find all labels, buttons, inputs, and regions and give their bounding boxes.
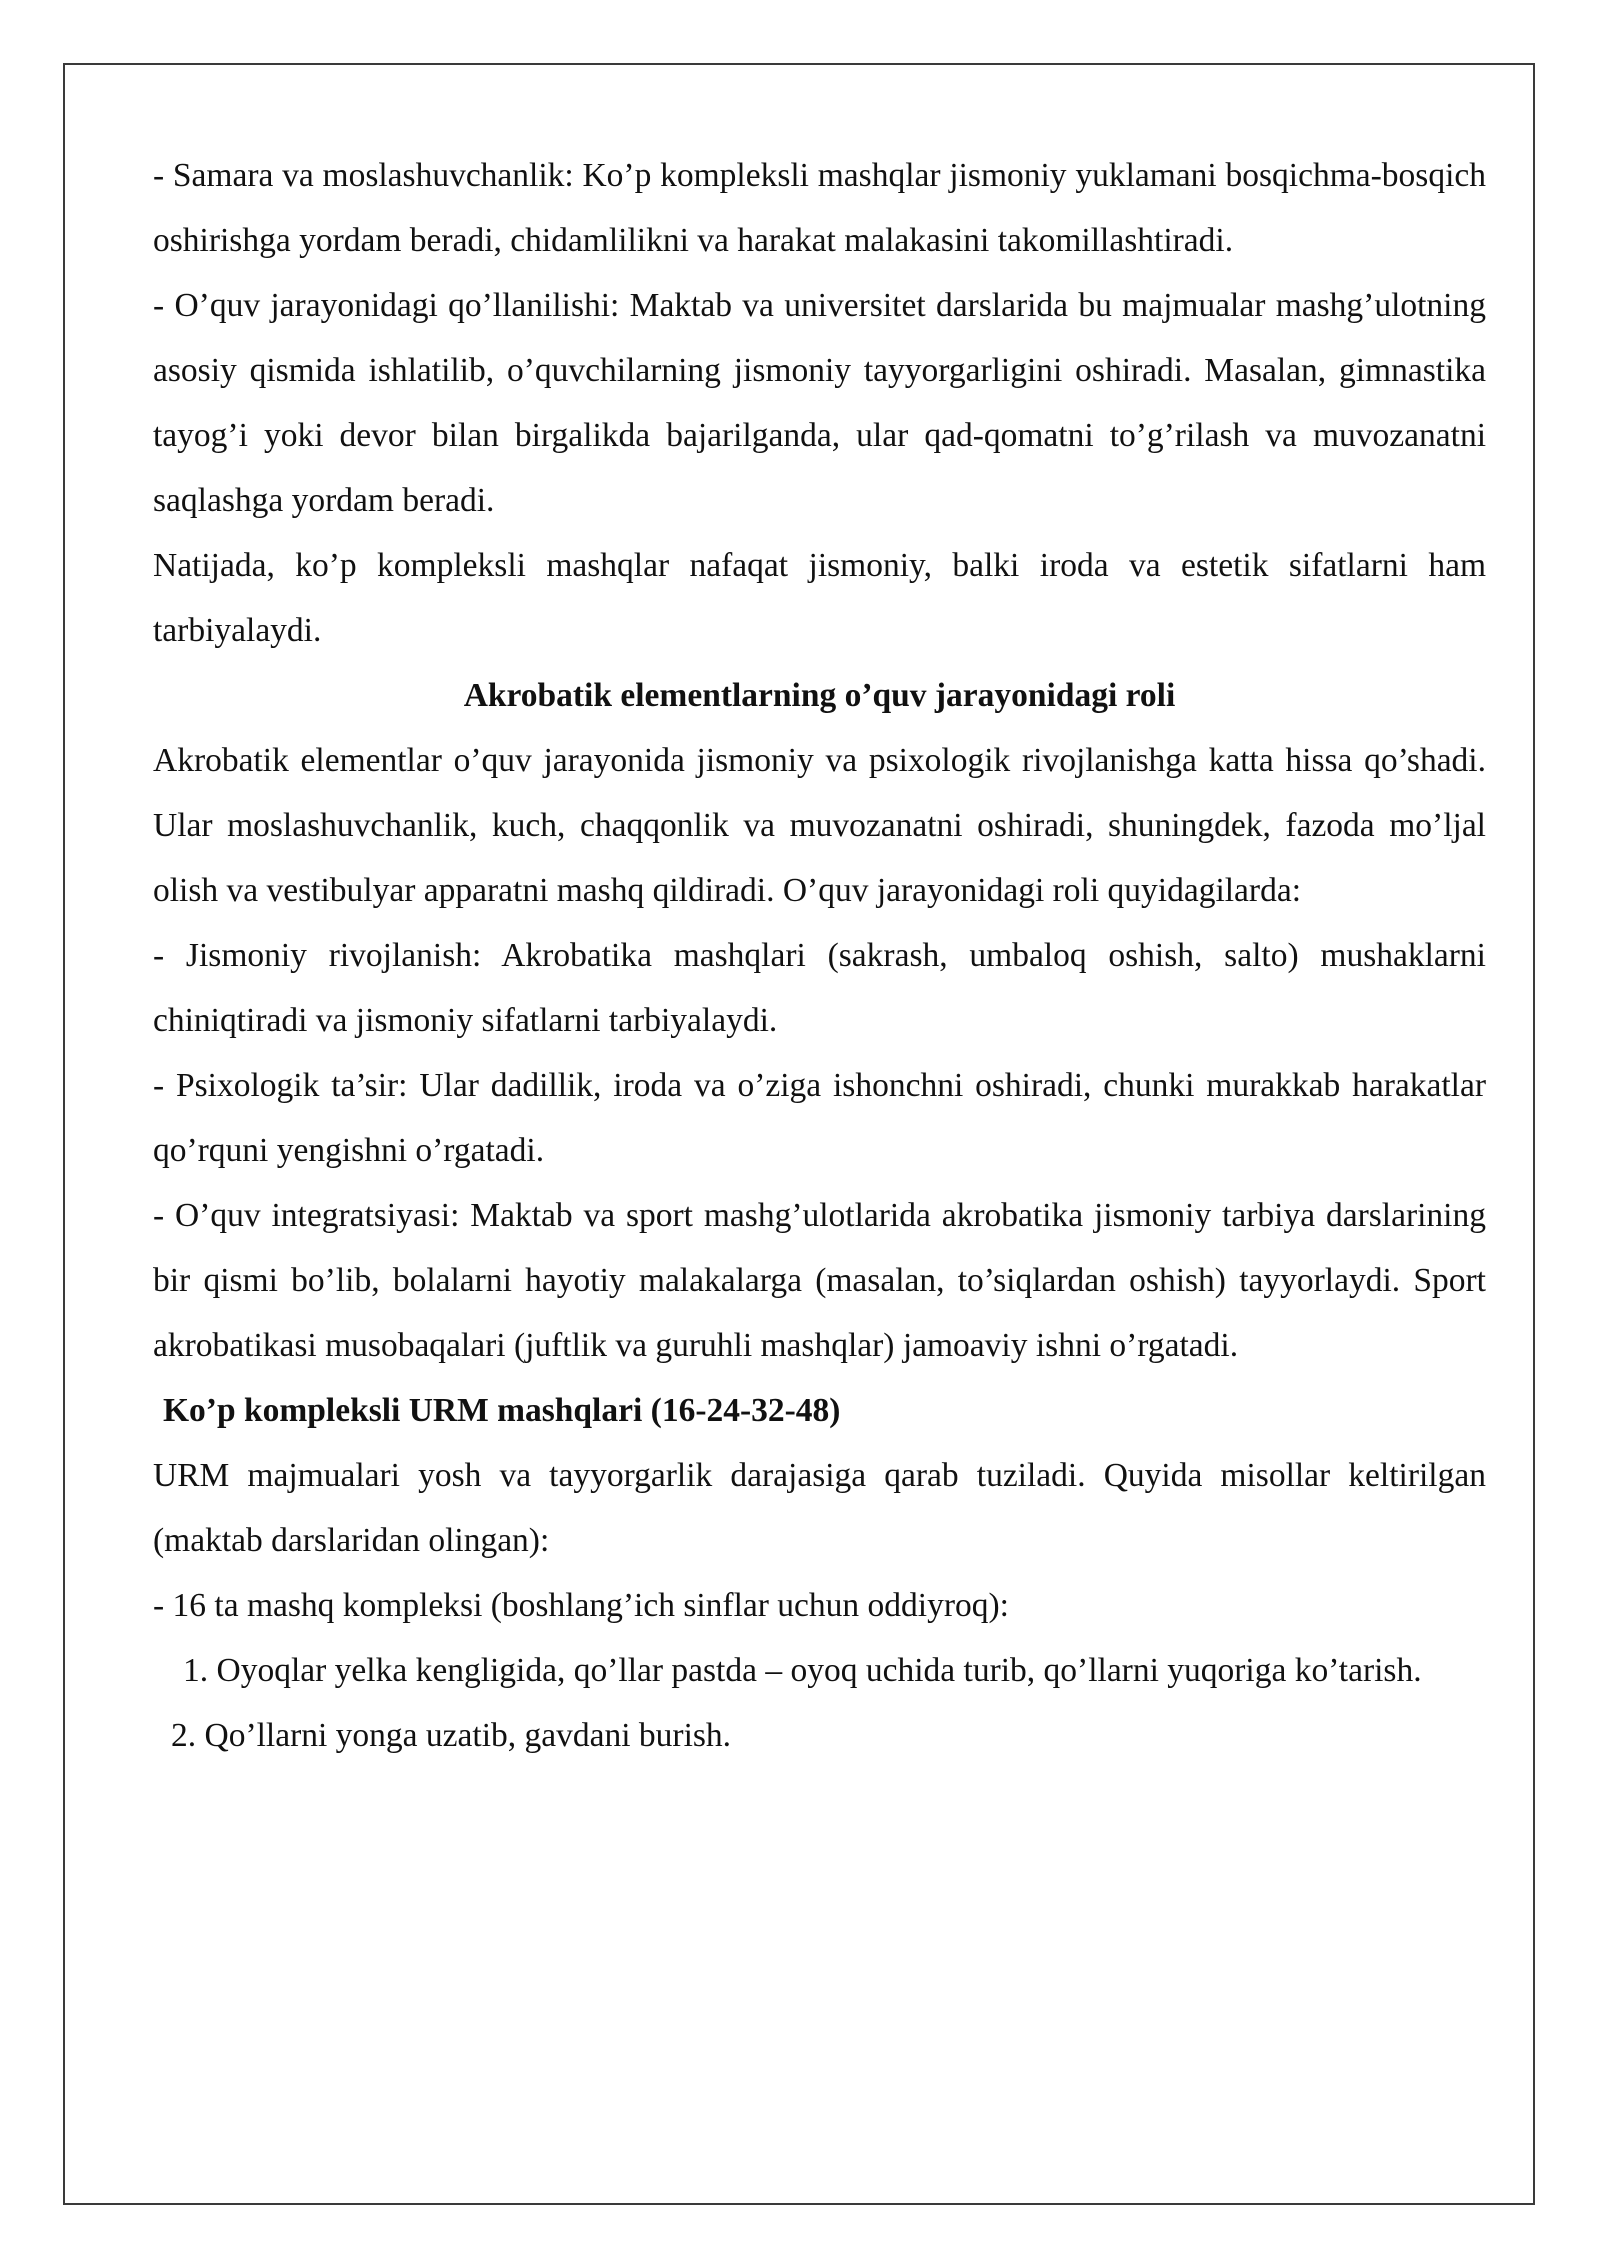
- paragraph-physical-development: - Jismoniy rivojlanish: Akrobatika mashqlari (sakrash, umbaloq oshish, salto) mushaklarni chiniqtiradi va jismoniy sifatlarni tarbiyalaydi.: [153, 937, 1486, 1039]
- section-heading-acrobatics: Akrobatik elementlarning o’quv jarayonidagi roli: [463, 677, 1176, 714]
- paragraph-complex-16: - 16 ta mashq kompleksi (boshlang’ich sinflar uchun oddiyroq):: [153, 1587, 1009, 1624]
- list-item: 2. Qo’llarni yonga uzatib, gavdani burish.: [171, 1717, 732, 1754]
- paragraph-efficiency: - Samara va moslashuvchanlik: Ko’p kompleksli mashqlar jismoniy yuklamani bosqichma-bosqich oshirishga yordam beradi, chidamlilikni va harakat malakasini takomillashtiradi.: [153, 157, 1486, 259]
- paragraph-educational-integration: - O’quv integratsiyasi: Maktab va sport mashg’ulotlarida akrobatika jismoniy tarbiya darslarining bir qismi bo’lib, bolalarni hayotiy malakalarga (masalan, to’siqlardan oshish) tayyorlaydi. Sport akrobatikasi musobaqalari (juftlik va guruhli mashqlar) jamoaviy ishni o’rgatadi.: [153, 1197, 1486, 1364]
- paragraph-conclusion: Natijada, ko’p kompleksli mashqlar nafaqat jismoniy, balki iroda va estetik sifatlarni ham tarbiyalaydi.: [153, 547, 1486, 649]
- paragraph-psychological-effect: - Psixologik ta’sir: Ular dadillik, iroda va o’ziga ishonchni oshiradi, chunki murakkab harakatlar qo’rquni yengishni o’rgatadi.: [153, 1067, 1486, 1169]
- paragraph-urm-intro: URM majmualari yosh va tayyorgarlik darajasiga qarab tuziladi. Quyida misollar keltirilgan (maktab darslaridan olingan):: [153, 1457, 1486, 1559]
- list-item: 1. Oyoqlar yelka kengligida, qo’llar pastda – oyoq uchida turib, qo’llarni yuqoriga ko’tarish.: [183, 1652, 1422, 1689]
- paragraph-acrobatics-intro: Akrobatik elementlar o’quv jarayonida jismoniy va psixologik rivojlanishga katta hissa qo’shadi. Ular moslashuvchanlik, kuch, chaqqonlik va muvozanatni oshiradi, shuningdek, fazoda mo’ljal olish va vestibulyar apparatni mashq qildiradi. O’quv jarayonidagi roli quyidagilarda:: [153, 742, 1486, 909]
- section-heading-urm: Ko’p kompleksli URM mashqlari (16-24-32-48): [163, 1392, 841, 1429]
- paragraph-application: - O’quv jarayonidagi qo’llanilishi: Maktab va universitet darslarida bu majmualar mashg’ulotning asosiy qismida ishlatilib, o’quvchilarning jismoniy tayyorgarligini oshiradi. Masalan, gimnastika tayog’i yoki devor bilan birgalikda bajarilganda, ular qad-qomatni to’g’rilash va muvozanatni saqlashga yordam beradi.: [153, 287, 1486, 519]
- document-body: [153, 143, 1486, 1768]
